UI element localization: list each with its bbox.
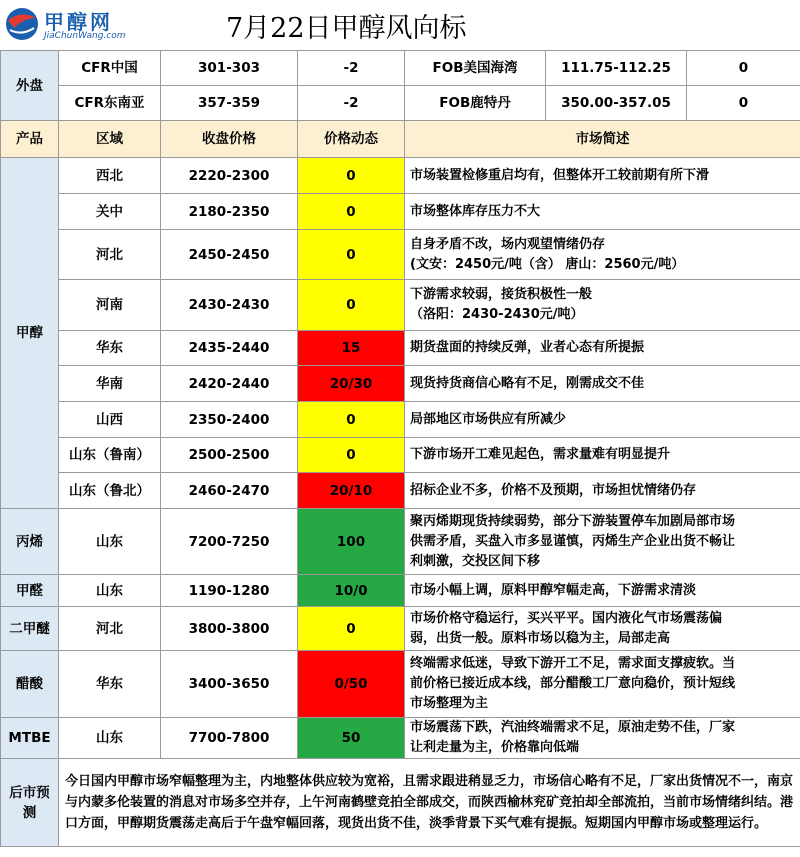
change-badge: 100 — [298, 509, 405, 575]
col-close: 收盘价格 — [161, 121, 298, 158]
change-badge: 10/0 — [298, 575, 405, 607]
foreign-row — [1, 86, 800, 121]
change-badge: 0 — [298, 402, 405, 438]
product-label: 醋酸 — [1, 651, 59, 718]
change-badge: 0 — [298, 438, 405, 473]
summary-line: 让利走量为主，价格靠向低端 — [410, 740, 580, 755]
logo-url: JiaChunWang.com — [44, 31, 126, 41]
forecast-text: 今日国内甲醇市场窄幅整理为主，内地整体供应较为宽裕，且需求跟进稍显乏力，市场信心略有不足，厂家出货情况不一，南京与内蒙多伦装置的消息对市场多空并存，上午河南鹤壁竞拍全部成交，而陕西榆林兖矿竞拍却全部流拍，当前市场情绪纠结。港口方面，甲醇期货震荡走高后于午盘窄幅回落，现货出货不佳，淡季背景下买气难有提振。短期国内甲醇市场或整理运行。 — [59, 759, 800, 847]
col-product: 产品 — [1, 121, 59, 158]
foreign-name: FOB美国海湾 — [405, 51, 546, 86]
table-row — [1, 194, 800, 230]
summary — [405, 366, 800, 402]
summary — [405, 194, 800, 230]
price: 2460-2470 — [161, 473, 298, 509]
table-row — [1, 158, 800, 194]
summary — [405, 158, 800, 194]
change-badge: 0 — [298, 280, 405, 331]
summary-line: 市场装置检修重启均有，但整体开工较前期有所下滑 — [410, 167, 710, 183]
page-title: 7月22日甲醇风向标 — [226, 13, 467, 44]
price: 2500-2500 — [161, 438, 298, 473]
region: 河北 — [59, 230, 161, 280]
summary — [405, 438, 800, 473]
region: 山东 — [59, 718, 161, 759]
price: 7200-7250 — [161, 509, 298, 575]
region: 华南 — [59, 366, 161, 402]
price: 7700-7800 — [161, 718, 298, 759]
summary — [405, 509, 800, 575]
region: 山西 — [59, 402, 161, 438]
summary — [405, 575, 800, 607]
col-region: 区域 — [59, 121, 161, 158]
region: 河南 — [59, 280, 161, 331]
change-badge: 0/50 — [298, 651, 405, 718]
globe-logo-icon — [4, 6, 40, 42]
region: 山东（鲁北） — [59, 473, 161, 509]
change-badge: 20/10 — [298, 473, 405, 509]
foreign-change: 0 — [687, 86, 800, 121]
summary — [405, 718, 800, 759]
table-row — [1, 718, 800, 759]
summary — [405, 402, 800, 438]
table-row — [1, 230, 800, 280]
product-label: MTBE — [1, 718, 59, 759]
summary-line: 利刺激，交投区间下移 — [410, 553, 541, 569]
table-row — [1, 438, 800, 473]
price: 2450-2450 — [161, 230, 298, 280]
price: 2220-2300 — [161, 158, 298, 194]
foreign-change: -2 — [298, 86, 405, 121]
change-badge: 20/30 — [298, 366, 405, 402]
product-label: 甲醇 — [1, 158, 59, 509]
summary — [405, 230, 800, 280]
table-row — [1, 366, 800, 402]
foreign-row — [1, 51, 800, 86]
forecast-row — [1, 759, 800, 847]
summary-line: 供需矛盾，买盘入市多显谨慎，丙烯生产企业出货不畅让 — [410, 533, 736, 549]
product-label: 二甲醚 — [1, 607, 59, 651]
foreign-name: CFR东南亚 — [59, 86, 161, 121]
price: 2430-2430 — [161, 280, 298, 331]
table-row — [1, 473, 800, 509]
summary-line: 市场价格守稳运行，买兴平平。国内液化气市场震荡偏 — [410, 610, 723, 626]
region: 山东 — [59, 575, 161, 607]
change-badge: 0 — [298, 158, 405, 194]
summary — [405, 651, 800, 718]
region: 河北 — [59, 607, 161, 651]
product-label: 丙烯 — [1, 509, 59, 575]
foreign-price: 350.00-357.05 — [546, 86, 687, 121]
price: 3400-3650 — [161, 651, 298, 718]
product-label: 甲醛 — [1, 575, 59, 607]
region: 关中 — [59, 194, 161, 230]
foreign-label: 外盘 — [1, 51, 59, 121]
summary-line: 招标企业不多，价格不及预期，市场担忧情绪仍存 — [410, 482, 697, 498]
summary-line: 市场小幅上调，原料甲醇窄幅走高，下游需求清淡 — [410, 582, 697, 598]
summary-line: 下游市场开工难见起色，需求量难有明显提升 — [410, 447, 671, 462]
change-badge: 0 — [298, 607, 405, 651]
change-badge: 50 — [298, 718, 405, 759]
summary-line: 聚丙烯期现货持续弱势，部分下游装置停车加剧局部市场 — [410, 513, 736, 529]
summary-line: 自身矛盾不改，场内观望情绪仍存 — [410, 236, 606, 252]
col-change: 价格动态 — [298, 121, 405, 158]
price: 2420-2440 — [161, 366, 298, 402]
summary-line: 市场整体库存压力不大 — [410, 203, 541, 219]
market-table — [0, 50, 800, 847]
summary-line: 市场整理为主 — [410, 696, 489, 711]
foreign-price: 111.75-112.25 — [546, 51, 687, 86]
table-row — [1, 509, 800, 575]
logo-text: 甲醇网 — [44, 10, 113, 34]
logo — [4, 4, 134, 46]
foreign-change: 0 — [687, 51, 800, 86]
price: 3800-3800 — [161, 607, 298, 651]
col-summary: 市场简述 — [405, 121, 800, 158]
summary — [405, 331, 800, 366]
table-row — [1, 607, 800, 651]
table-row — [1, 575, 800, 607]
forecast-label: 后市预测 — [1, 759, 59, 847]
change-badge: 0 — [298, 230, 405, 280]
price: 1190-1280 — [161, 575, 298, 607]
change-badge: 15 — [298, 331, 405, 366]
summary-line: 现货持货商信心略有不足，刚需成交不佳 — [410, 375, 645, 391]
summary — [405, 280, 800, 331]
summary-line: 终端需求低迷，导致下游开工不足，需求面支撑疲软。当 — [410, 656, 736, 671]
price: 2435-2440 — [161, 331, 298, 366]
foreign-price: 357-359 — [161, 86, 298, 121]
change-badge: 0 — [298, 194, 405, 230]
price: 2350-2400 — [161, 402, 298, 438]
table-row — [1, 651, 800, 718]
summary — [405, 473, 800, 509]
region: 华东 — [59, 651, 161, 718]
region: 山东 — [59, 509, 161, 575]
summary-line: 市场震荡下跌，汽油终端需求不足，原油走势不佳，厂家 — [410, 720, 736, 735]
price: 2180-2350 — [161, 194, 298, 230]
foreign-price: 301-303 — [161, 51, 298, 86]
summary-line: 弱，出货一般。原料市场以稳为主，局部走高 — [410, 630, 671, 646]
table-row — [1, 280, 800, 331]
region: 西北 — [59, 158, 161, 194]
summary — [405, 607, 800, 651]
foreign-change: -2 — [298, 51, 405, 86]
region: 华东 — [59, 331, 161, 366]
header — [0, 0, 800, 50]
summary-line: 局部地区市场供应有所减少 — [410, 411, 567, 427]
table-row — [1, 331, 800, 366]
column-header — [1, 121, 800, 158]
summary-line: （洛阳：2430-2430元/吨） — [410, 307, 584, 322]
table-row — [1, 402, 800, 438]
foreign-name: CFR中国 — [59, 51, 161, 86]
summary-line: (文安：2450元/吨（含） 唐山：2560元/吨） — [410, 256, 685, 272]
summary-line: 期货盘面的持续反弹，业者心态有所提振 — [410, 340, 645, 355]
summary-line: 前价格已接近成本线，部分醋酸工厂意向稳价，预计短线 — [410, 676, 736, 691]
foreign-name: FOB鹿特丹 — [405, 86, 546, 121]
region: 山东（鲁南） — [59, 438, 161, 473]
summary-line: 下游需求较弱，接货积极性一般 — [410, 287, 593, 302]
